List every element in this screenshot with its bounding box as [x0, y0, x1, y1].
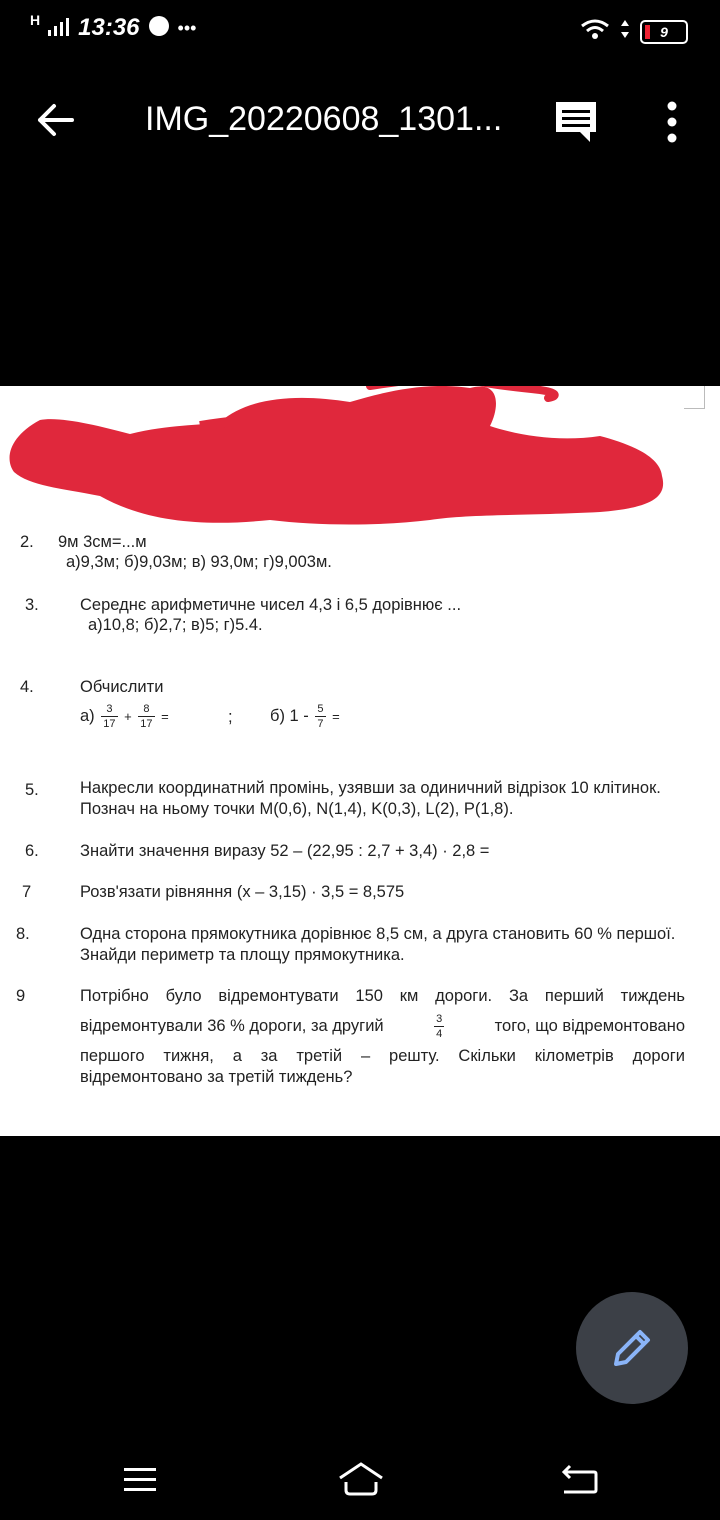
plus-sign: +: [124, 708, 132, 724]
document-page: [0, 386, 720, 1136]
battery-icon: 9: [640, 20, 688, 44]
fraction-3-4: [434, 1012, 444, 1041]
item-6-number: 6.: [25, 842, 39, 860]
equals-sign: =: [161, 708, 169, 724]
item-8-text: Одна сторона прямокутника дорівнює 8,5 см, а друга становить 60 % першої. Знайди периметр та площу прямокутника.: [80, 925, 676, 964]
item-4-b-label: б) 1 -: [270, 706, 309, 725]
more-vert-icon: [652, 98, 692, 146]
fraction-numerator: 5: [317, 703, 324, 715]
signal-icon: [48, 16, 70, 41]
back-button[interactable]: [30, 98, 82, 142]
fraction-numerator: 8: [138, 702, 154, 717]
menu-icon: [118, 1460, 168, 1500]
fraction-numerator: 3: [101, 702, 117, 717]
item-9-line-2a: відремонтували 36 % дороги, за другий: [80, 1017, 384, 1035]
scribble-body: [10, 386, 664, 525]
file-title: IMG_20220608_1301...: [145, 100, 503, 138]
item-3-number: 3.: [25, 596, 39, 614]
item-2-question: 9м 3см=...м: [58, 533, 147, 551]
data-arrows-icon: [620, 18, 630, 45]
fraction-8-17: [138, 702, 154, 731]
redaction-scribble: [0, 386, 720, 536]
item-3-options: а)10,8; б)2,7; в)5; г)5.4.: [88, 616, 263, 634]
item-8-number: 8.: [16, 925, 30, 943]
fraction-denominator: 7: [317, 718, 324, 730]
item-4-a-label: а): [80, 706, 95, 725]
return-icon: [556, 1460, 606, 1500]
item-7-question: Розв'язати рівняння (x – 3,15) · 3,5 = 8,575: [80, 883, 405, 901]
item-9-line-3: першого тижня, а за третій – решту. Скільки кілометрів дороги: [80, 1047, 685, 1065]
status-bar: [0, 0, 720, 64]
item-4-expression-a: [80, 702, 169, 731]
comment-icon: [550, 98, 602, 146]
fraction-denominator: 4: [436, 1028, 443, 1040]
more-notifications: •••: [177, 17, 197, 38]
wifi-icon: [580, 18, 610, 45]
item-2-number: 2.: [20, 533, 34, 551]
more-options-button[interactable]: [652, 98, 692, 146]
fraction-numerator: 3: [436, 1013, 443, 1025]
item-4-question: Обчислити: [80, 678, 164, 696]
comment-button[interactable]: [550, 98, 602, 146]
nav-home-button[interactable]: [336, 1460, 386, 1500]
fraction-denominator: 17: [140, 718, 153, 730]
fraction-3-17: [101, 702, 117, 731]
item-9-line-2: [80, 1012, 685, 1041]
item-3-question: Середнє арифметичне чисел 4,3 і 6,5 дорівнює ...: [80, 596, 462, 614]
item-9-line-2b: того, що відремонтовано: [494, 1017, 685, 1035]
app-bar: [0, 80, 720, 160]
edit-fab-button[interactable]: [576, 1292, 688, 1404]
equals-sign: =: [332, 708, 340, 724]
item-5-number: 5.: [25, 781, 39, 799]
back-arrow-icon: [30, 98, 82, 142]
fraction-5-7: [315, 702, 325, 731]
clock: 13:36: [78, 14, 140, 41]
page-corner-mark: [684, 386, 705, 409]
item-4-expression-b: [270, 702, 340, 731]
item-4-separator: ;: [228, 708, 233, 726]
pencil-icon: [610, 1326, 654, 1370]
item-5-text: Накресли координатний промінь, узявши за одиничний відрізок 10 клітинок. Познач на ньому точки M(0,6), N(1,4), K(0,3), L(2), P(1,8).: [80, 779, 661, 818]
item-9-line-1: Потрібно було відремонтувати 150 км дороги. За перший тиждень: [80, 987, 685, 1005]
item-7-number: 7: [22, 883, 32, 901]
item-9-line-4: відремонтовано за третій тиждень?: [80, 1068, 353, 1086]
item-2-options: а)9,3м; б)9,03м; в) 93,0м; г)9,003м.: [66, 553, 332, 571]
nav-back-button[interactable]: [556, 1460, 606, 1500]
item-9-number: 9: [16, 987, 26, 1005]
item-6-question: Знайти значення виразу 52 – (22,95 : 2,7 + 3,4) · 2,8 =: [80, 842, 490, 860]
fraction-denominator: 17: [103, 718, 116, 730]
system-nav-bar: [0, 1440, 720, 1520]
item-4-number: 4.: [20, 678, 34, 696]
nav-menu-button[interactable]: [118, 1460, 168, 1500]
home-icon: [336, 1460, 386, 1500]
compass-icon: [148, 15, 170, 42]
network-type-label: H: [30, 12, 41, 28]
